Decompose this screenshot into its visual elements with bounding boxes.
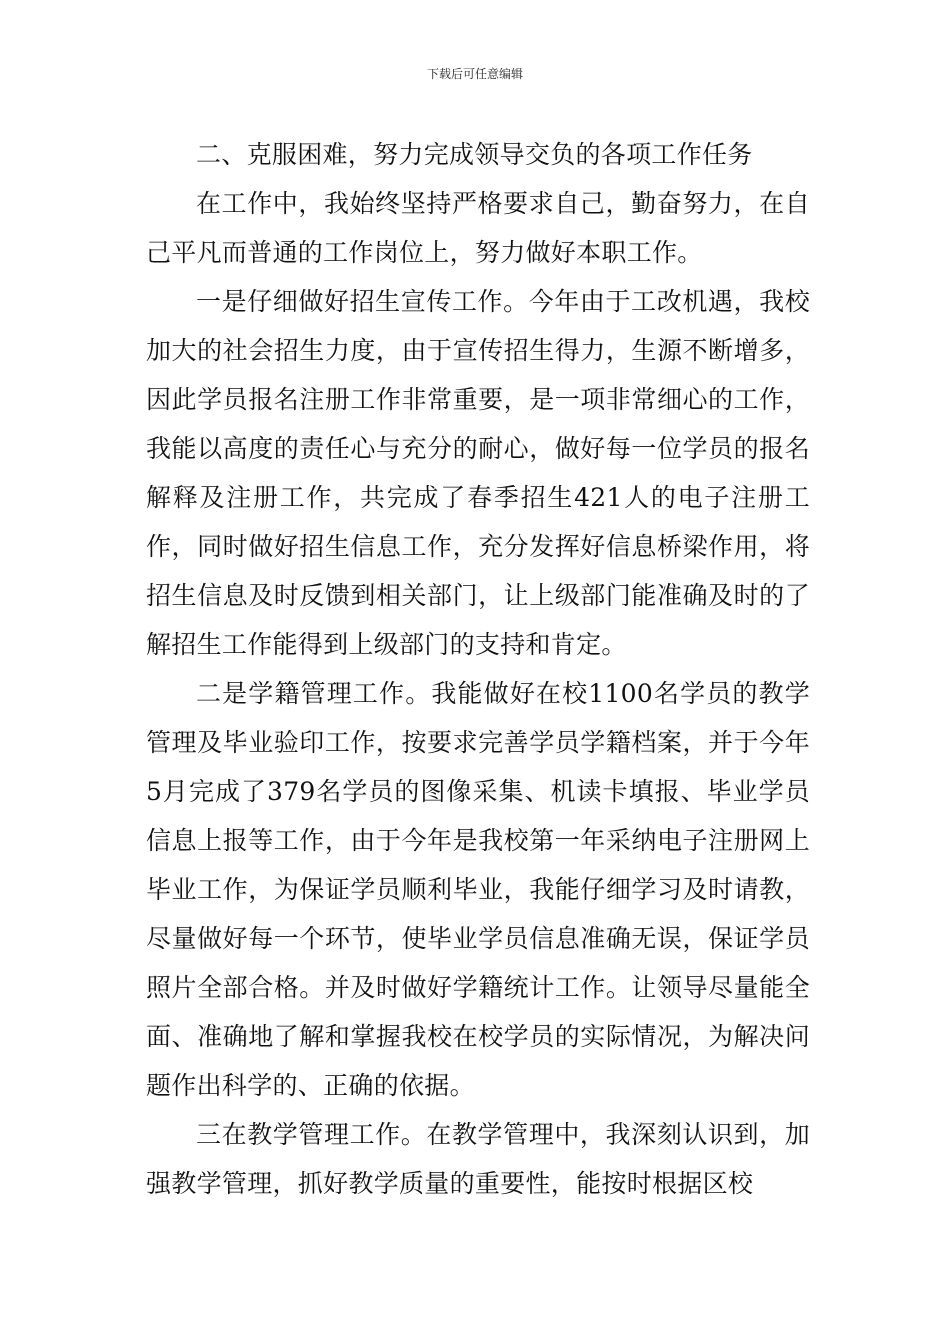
document-body [146,130,810,1208]
section-heading: 二、克服困难，努力完成领导交负的各项工作任务 [196,140,753,169]
page-header-note: 下载后可任意编辑 [426,67,523,81]
paragraph-student-records: 二是学籍管理工作。我能做好在校1100名学员的教学管理及毕业验印工作，按要求完善学员学籍档案，并于今年5月完成了379名学员的图像采集、机读卡填报、毕业学员信息上报等工作，由于今年是我校第一年采纳电子注册网上毕业工作，为保证学员顺利毕业，我能仔细学习及时请教，尽量做好每一个环节，使毕业学员信息准确无误，保证学员照片全部合格。并及时做好学籍统计工作。让领导尽量能全面、准确地了解和掌握我校在校学员的实际情况，为解决问题作出科学的、正确的依据。 [146,679,810,1100]
paragraph-teaching-management: 三在教学管理工作。在教学管理中，我深刻认识到，加强教学管理，抓好教学质量的重要性，能按时根据区校 [146,1120,810,1198]
paragraph-intro: 在工作中，我始终坚持严格要求自己，勤奋努力，在自己平凡而普通的工作岗位上，努力做好本职工作。 [146,189,810,267]
paragraph-enrollment: 一是仔细做好招生宣传工作。今年由于工改机遇，我校加大的社会招生力度，由于宣传招生得力，生源不断增多，因此学员报名注册工作非常重要，是一项非常细心的工作，我能以高度的责任心与充分的耐心，做好每一位学员的报名解释及注册工作，共完成了春季招生421人的电子注册工作，同时做好招生信息工作，充分发挥好信息桥梁作用，将招生信息及时反馈到相关部门，让上级部门能准确及时的了解招生工作能得到上级部门的支持和肯定。 [146,287,810,659]
